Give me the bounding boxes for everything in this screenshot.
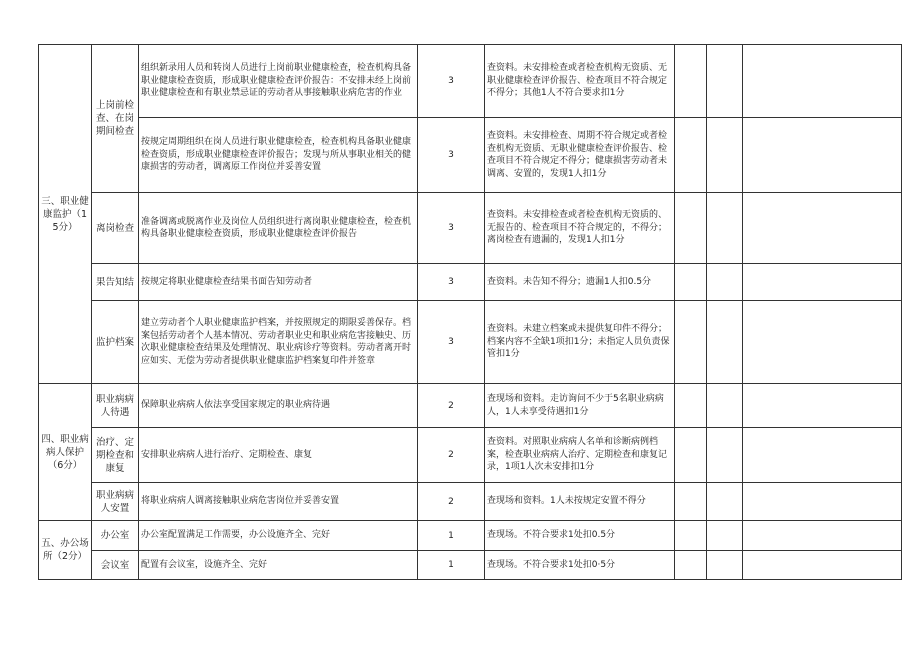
category-cell: 五、办公场所（2分） <box>39 521 92 580</box>
blank-cell <box>675 193 707 264</box>
requirement-cell: 将职业病病人调离接触职业病危害岗位并妥善安置 <box>139 483 418 521</box>
subcategory-cell: 治疗、定期检查和康复 <box>92 428 139 483</box>
table-row <box>39 301 902 384</box>
subcategory-cell: 职业病病人安置 <box>92 483 139 521</box>
blank-cell <box>743 193 902 264</box>
method-cell: 查现场和资料。1人未按规定安置不得分 <box>485 483 675 521</box>
subcategory-cell: 果告知结 <box>92 264 139 301</box>
blank-cell <box>675 483 707 521</box>
method-cell: 查资料。未建立档案或未提供复印件不得分；档案内容不全缺1项扣1分；未指定人员负责保管扣1分 <box>485 301 675 384</box>
requirement-cell: 按规定周期组织在岗人员进行职业健康检查，检查机构具备职业健康检查资质，形成职业健康检查评价报告；发现与所从事职业相关的健康损害的劳动者，调离原工作岗位并妥善安置 <box>139 118 418 193</box>
blank-cell <box>675 118 707 193</box>
blank-cell <box>743 264 902 301</box>
score-cell: 2 <box>418 384 485 428</box>
requirement-cell: 建立劳动者个人职业健康监护档案，并按照规定的期限妥善保存。档案包括劳动者个人基本情况、劳动者职业史和职业病危害接触史、历次职业健康检查结果及处理情况、职业病诊疗等资料。劳动者离开时应如实、无偿为劳动者提供职业健康监护档案复印件并签章 <box>139 301 418 384</box>
blank-cell <box>707 45 743 118</box>
subcategory-cell: 离岗检查 <box>92 193 139 264</box>
table-row <box>39 521 902 551</box>
blank-cell <box>707 551 743 580</box>
requirement-cell: 保障职业病病人依法享受国家规定的职业病待遇 <box>139 384 418 428</box>
method-cell: 查资料。对照职业病病人名单和诊断病例档案，检查职业病病人治疗、定期检查和康复记录，1项1人次未安排扣1分 <box>485 428 675 483</box>
method-cell: 查资料。未安排检查或者检查机构无资质的、无报告的、检查项目不符合规定的，不得分；离岗检查有遗漏的，发现1人扣1分 <box>485 193 675 264</box>
blank-cell <box>743 483 902 521</box>
blank-cell <box>675 384 707 428</box>
table-row <box>39 384 902 428</box>
blank-cell <box>743 551 902 580</box>
method-cell: 查资料。未安排检查或者检查机构无资质、无职业健康检查评价报告、检查项目不符合规定不得分；其他1人不符合要求扣1分 <box>485 45 675 118</box>
method-cell: 查现场。不符合要求1处扣0·5分 <box>485 551 675 580</box>
blank-cell <box>743 301 902 384</box>
blank-cell <box>707 193 743 264</box>
requirement-cell: 按规定将职业健康检查结果书面告知劳动者 <box>139 264 418 301</box>
requirement-cell: 配置有会议室，设施齐全、完好 <box>139 551 418 580</box>
table-row <box>39 551 902 580</box>
score-cell: 1 <box>418 521 485 551</box>
blank-cell <box>743 45 902 118</box>
blank-cell <box>675 264 707 301</box>
subcategory-cell: 办公室 <box>92 521 139 551</box>
score-cell: 3 <box>418 193 485 264</box>
blank-cell <box>707 428 743 483</box>
blank-cell <box>743 521 902 551</box>
assessment-table <box>38 44 902 580</box>
score-cell: 2 <box>418 428 485 483</box>
blank-cell <box>743 428 902 483</box>
table-row <box>39 264 902 301</box>
requirement-cell: 准备调离或脱离作业及岗位人员组织进行离岗职业健康检查，检查机构具备职业健康检查资质，形成职业健康检查评价报告 <box>139 193 418 264</box>
score-cell: 3 <box>418 118 485 193</box>
score-cell: 3 <box>418 301 485 384</box>
blank-cell <box>743 118 902 193</box>
table-row <box>39 193 902 264</box>
requirement-cell: 组织新录用人员和转岗人员进行上岗前职业健康检查，检查机构具备职业健康检查资质，形成职业健康检查评价报告：不安排未经上岗前职业健康检查和有职业禁忌证的劳动者从事接触职业病危害的作业 <box>139 45 418 118</box>
blank-cell <box>675 551 707 580</box>
table-row <box>39 118 902 193</box>
blank-cell <box>707 521 743 551</box>
blank-cell <box>675 428 707 483</box>
table-row <box>39 483 902 521</box>
score-cell: 3 <box>418 45 485 118</box>
score-cell: 1 <box>418 551 485 580</box>
blank-cell <box>675 45 707 118</box>
blank-cell <box>675 521 707 551</box>
method-cell: 查现场。不符合要求1处扣0.5分 <box>485 521 675 551</box>
method-cell: 查资料。未告知不得分；遗漏1人扣0.5分 <box>485 264 675 301</box>
category-cell: 四、职业病病人保护（6分） <box>39 384 92 521</box>
blank-cell <box>743 384 902 428</box>
method-cell: 查现场和资料。走访询问不少于5名职业病病人，1人未享受待遇扣1分 <box>485 384 675 428</box>
subcategory-cell: 会议室 <box>92 551 139 580</box>
blank-cell <box>707 384 743 428</box>
blank-cell <box>707 118 743 193</box>
table-row <box>39 45 902 118</box>
subcategory-cell: 监护档案 <box>92 301 139 384</box>
score-cell: 3 <box>418 264 485 301</box>
blank-cell <box>707 301 743 384</box>
blank-cell <box>707 264 743 301</box>
blank-cell <box>707 483 743 521</box>
table-row <box>39 428 902 483</box>
subcategory-cell: 上岗前检查、在岗期间检查 <box>92 45 139 193</box>
method-cell: 查资料。未安排检查、周期不符合规定或者检查机构无资质、无职业健康检查评价报告、检查项目不符合规定不得分；健康损害劳动者未调离、安置的，发现1人扣1分 <box>485 118 675 193</box>
blank-cell <box>675 301 707 384</box>
category-cell: 三、职业健康监护（15分） <box>39 45 92 384</box>
subcategory-cell: 职业病病人待遇 <box>92 384 139 428</box>
requirement-cell: 办公室配置满足工作需要，办公设施齐全、完好 <box>139 521 418 551</box>
requirement-cell: 安排职业病病人进行治疗、定期检查、康复 <box>139 428 418 483</box>
score-cell: 2 <box>418 483 485 521</box>
